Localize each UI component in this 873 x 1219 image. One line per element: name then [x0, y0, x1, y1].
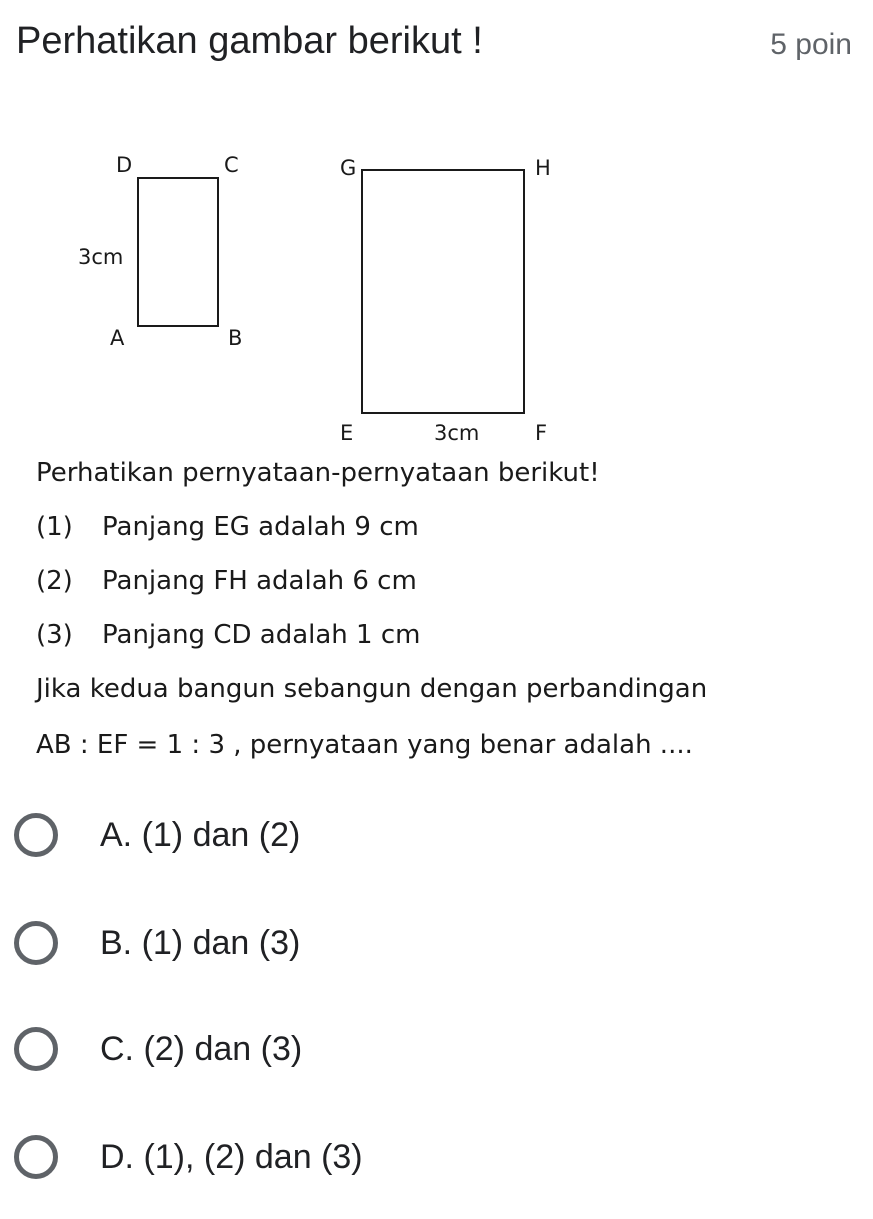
statement-number: (3)	[36, 620, 73, 650]
option-b[interactable]	[0, 898, 860, 988]
option-c[interactable]	[0, 1004, 860, 1094]
question-paragraph-line-2: AB : EF = 1 : 3 , pernyataan yang benar adalah ....	[36, 730, 693, 760]
option-label[interactable]: A. (1) dan (2)	[100, 815, 301, 854]
option-label[interactable]: C. (2) dan (3)	[100, 1029, 303, 1068]
rectangle-efgh	[362, 170, 524, 413]
label-c: C	[224, 153, 239, 177]
option-d[interactable]	[0, 1112, 860, 1202]
option-a[interactable]	[0, 790, 860, 880]
question-points: 5 poin	[770, 28, 852, 61]
rectangle-abcd	[138, 178, 218, 326]
label-f: F	[535, 421, 548, 445]
option-label[interactable]: B. (1) dan (3)	[100, 923, 301, 962]
radio-circle-icon[interactable]	[14, 1135, 58, 1179]
question-title: Perhatikan gambar berikut !	[16, 20, 483, 62]
label-ef-length: 3cm	[434, 421, 480, 445]
statement-number: (1)	[36, 512, 73, 542]
rectangles-diagram	[0, 140, 873, 460]
label-ad-length: 3cm	[78, 245, 124, 269]
radio-circle-icon[interactable]	[14, 921, 58, 965]
statement-text: Panjang FH adalah 6 cm	[102, 566, 417, 596]
radio-circle-icon[interactable]	[14, 813, 58, 857]
statement-text: Panjang CD adalah 1 cm	[102, 620, 421, 650]
statement-text: Panjang EG adalah 9 cm	[102, 512, 419, 542]
label-a: A	[110, 326, 125, 350]
statements-heading: Perhatikan pernyataan-pernyataan berikut!	[36, 458, 600, 488]
question-paragraph-line-1: Jika kedua bangun sebangun dengan perbandingan	[36, 674, 708, 704]
statement-1	[36, 512, 419, 542]
radio-circle-icon[interactable]	[14, 1027, 58, 1071]
label-d: D	[116, 153, 133, 177]
label-h: H	[535, 156, 551, 180]
statement-2	[36, 566, 417, 596]
option-label[interactable]: D. (1), (2) dan (3)	[100, 1137, 363, 1176]
statement-number: (2)	[36, 566, 73, 596]
question-header	[16, 18, 856, 74]
label-b: B	[228, 326, 243, 350]
label-g: G	[340, 156, 357, 180]
statement-3	[36, 620, 420, 650]
label-e: E	[340, 421, 354, 445]
